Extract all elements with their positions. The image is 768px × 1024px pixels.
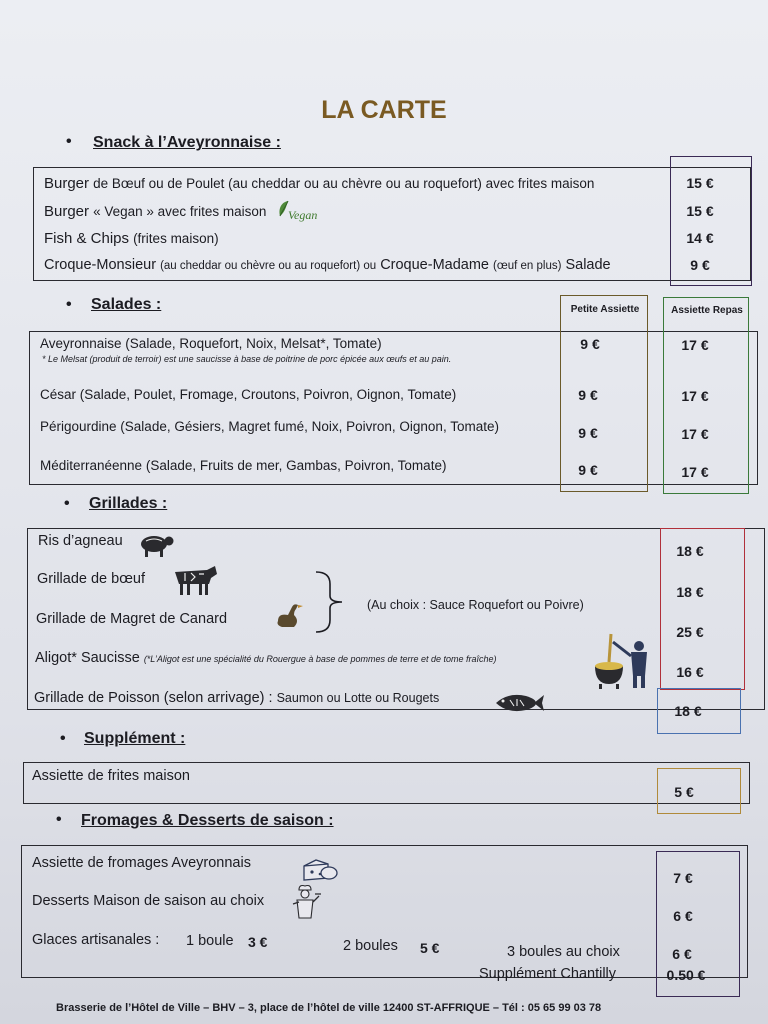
vegan-icon bbox=[274, 198, 320, 224]
price: 5 € bbox=[674, 784, 694, 800]
supplement-item: Assiette de frites maison bbox=[32, 768, 190, 784]
price: 6 € bbox=[673, 908, 693, 924]
price: 15 € bbox=[686, 175, 714, 191]
section-heading-grillades: Grillades : bbox=[89, 495, 168, 512]
grill-item: Grillade de Magret de Canard bbox=[36, 611, 228, 627]
price: 25 € bbox=[676, 624, 704, 640]
price: 16 € bbox=[676, 664, 704, 680]
section-heading-supplement: Supplément : bbox=[84, 730, 186, 747]
price-large: 17 € bbox=[681, 464, 709, 480]
dessert-item: Assiette de fromages Aveyronnais bbox=[32, 855, 251, 871]
salad-footnote: * Le Melsat (produit de terroir) est une saucisse à base de poitrine de porc épicée aux œufs et au pain. bbox=[42, 354, 452, 364]
lamb-icon bbox=[136, 532, 174, 558]
grill-item: Grillade de bœuf bbox=[37, 571, 145, 587]
glace-three: 3 boules au choix bbox=[507, 944, 620, 960]
bullet: • bbox=[66, 133, 72, 150]
duck-icon bbox=[272, 599, 304, 631]
price: 3 € bbox=[248, 934, 268, 950]
page-title: LA CARTE bbox=[321, 96, 447, 124]
snack-item: Croque-Monsieur (au cheddar ou chèvre ou au roquefort) ou Croque-Madame (œuf en plus) Salade bbox=[44, 257, 611, 273]
sauce-choice: (Au choix : Sauce Roquefort ou Poivre) bbox=[367, 598, 584, 612]
cow-icon bbox=[171, 562, 219, 598]
snack-item: Burger de Bœuf ou de Poulet (au cheddar ou au chèvre ou au roquefort) avec frites maison bbox=[44, 175, 595, 192]
price-large: 17 € bbox=[681, 337, 709, 353]
price: 9 € bbox=[690, 257, 710, 273]
price-small: 9 € bbox=[578, 425, 598, 441]
salad-item: Méditerranéenne (Salade, Fruits de mer, Gambas, Poivron, Tomate) bbox=[40, 458, 447, 473]
chantilly-supplement: Supplément Chantilly bbox=[479, 966, 617, 982]
salad-item: Aveyronnaise (Salade, Roquefort, Noix, Melsat*, Tomate) bbox=[40, 336, 382, 351]
cheese-icon bbox=[302, 856, 338, 884]
glace-two: 2 boules bbox=[343, 938, 398, 954]
brace-icon bbox=[312, 570, 348, 634]
glace-one: 1 boule bbox=[186, 933, 234, 949]
price: 7 € bbox=[673, 870, 693, 886]
bullet: • bbox=[66, 296, 72, 313]
grill-item: Aligot* Saucisse (*L’Aligot est une spécialité du Rouergue à base de pommes de terre et de tome fraîche) bbox=[35, 650, 497, 666]
glaces-label: Glaces artisanales : bbox=[32, 932, 160, 948]
price-small: 9 € bbox=[578, 387, 598, 403]
vegan-badge-label: Vegan bbox=[288, 208, 318, 222]
price: 18 € bbox=[676, 543, 704, 559]
snack-item: Fish & Chips (frites maison) bbox=[44, 230, 219, 247]
footer-address: Brasserie de l’Hôtel de Ville – BHV – 3, place de l’hôtel de ville 12400 ST-AFFRIQUE – Tél : 05 65 99 03 78 bbox=[56, 1002, 602, 1014]
price: 0.50 € bbox=[666, 967, 706, 983]
price: 18 € bbox=[674, 703, 702, 719]
dessert-item: Desserts Maison de saison au choix bbox=[32, 893, 265, 909]
price: 18 € bbox=[676, 584, 704, 600]
price-large: 17 € bbox=[681, 426, 709, 442]
column-header-petite: Petite Assiette bbox=[570, 304, 640, 315]
grill-item: Grillade de Poisson (selon arrivage) : Saumon ou Lotte ou Rougets bbox=[34, 690, 440, 706]
price-large: 17 € bbox=[681, 388, 709, 404]
salad-item: César (Salade, Poulet, Fromage, Croutons, Poivron, Oignon, Tomate) bbox=[40, 387, 457, 402]
price: 14 € bbox=[686, 230, 714, 246]
price-small: 9 € bbox=[580, 336, 600, 352]
bullet: • bbox=[56, 811, 62, 828]
section-heading-snack: Snack à l’Aveyronnaise : bbox=[93, 134, 281, 151]
fish-icon bbox=[492, 690, 544, 716]
grill-item: Ris d’agneau bbox=[38, 533, 123, 549]
section-heading-desserts: Fromages & Desserts de saison : bbox=[81, 812, 334, 829]
price: 15 € bbox=[686, 203, 714, 219]
aligot-icon bbox=[591, 632, 657, 690]
price: 5 € bbox=[420, 940, 440, 956]
snack-item: Burger « Vegan » avec frites maison bbox=[44, 203, 267, 220]
chef-icon bbox=[291, 884, 321, 922]
price: 6 € bbox=[672, 946, 692, 962]
bullet: • bbox=[64, 495, 70, 512]
column-header-repas: Assiette Repas bbox=[671, 305, 743, 316]
price-small: 9 € bbox=[578, 462, 598, 478]
section-heading-salades: Salades : bbox=[91, 296, 162, 313]
bullet: • bbox=[60, 730, 66, 747]
salad-item: Périgourdine (Salade, Gésiers, Magret fumé, Noix, Poivron, Oignon, Tomate) bbox=[40, 419, 499, 434]
